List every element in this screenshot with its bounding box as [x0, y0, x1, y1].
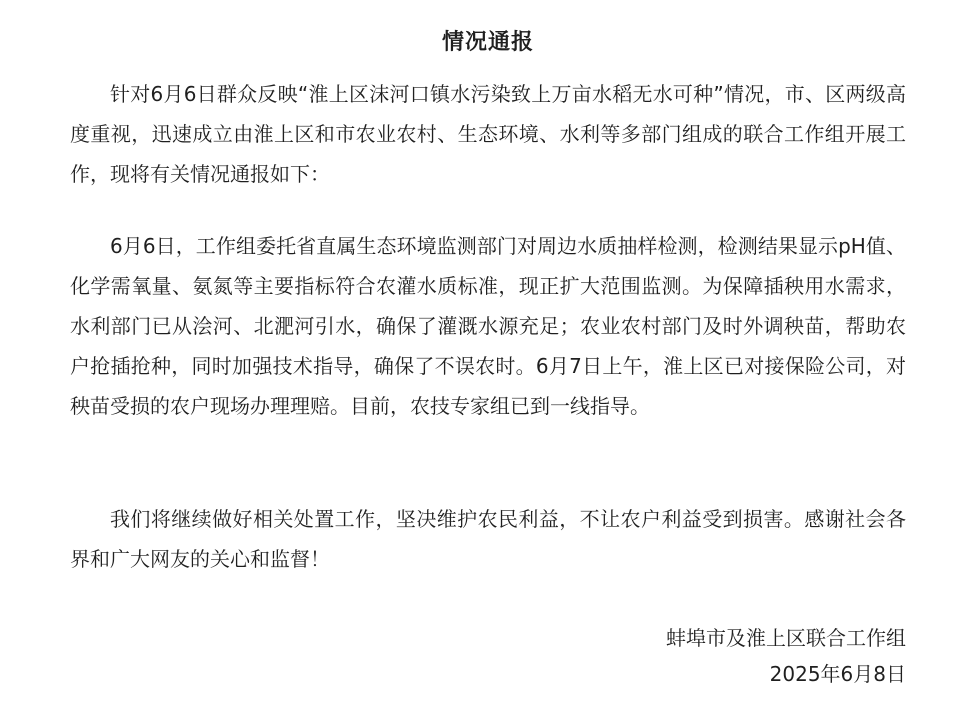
- paragraph-intro: 针对6月6日群众反映“淮上区沫河口镇水污染致上万亩水稻无水可种”情况，市、区两级高度重视，迅速成立由淮上区和市农业农村、生态环境、水利等多部门组成的联合工作组开展工作，现将有关情况通报如下：: [70, 82, 906, 186]
- paragraph-actions: 6月6日，工作组委托省直属生态环境监测部门对周边水质抽样检测，检测结果显示pH值、化学需氧量、氨氮等主要指标符合农灌水质标准，现正扩大范围监测。为保障插秧用水需求，水利部门已从浍河、北淝河引水，确保了灌溉水源充足；农业农村部门及时外调秧苗，帮助农户抢插抢种，同时加强技术指导，确保了不误农时。6月7日上午，淮上区已对接保险公司，对秧苗受损的农户现场办理理赔。目前，农技专家组已到一线指导。: [70, 234, 906, 418]
- notice-title: 情况通报: [441, 30, 534, 55]
- notice-document: [70, 0, 906, 720]
- issuer-name: 蚌埠市及淮上区联合工作组: [666, 626, 906, 650]
- issue-date: 2025年6月8日: [769, 662, 906, 686]
- signature-block: [666, 620, 906, 692]
- paragraph-closing: 我们将继续做好相关处置工作，坚决维护农民利益，不让农户利益受到损害。感谢社会各界和广大网友的关心和监督！: [70, 507, 906, 571]
